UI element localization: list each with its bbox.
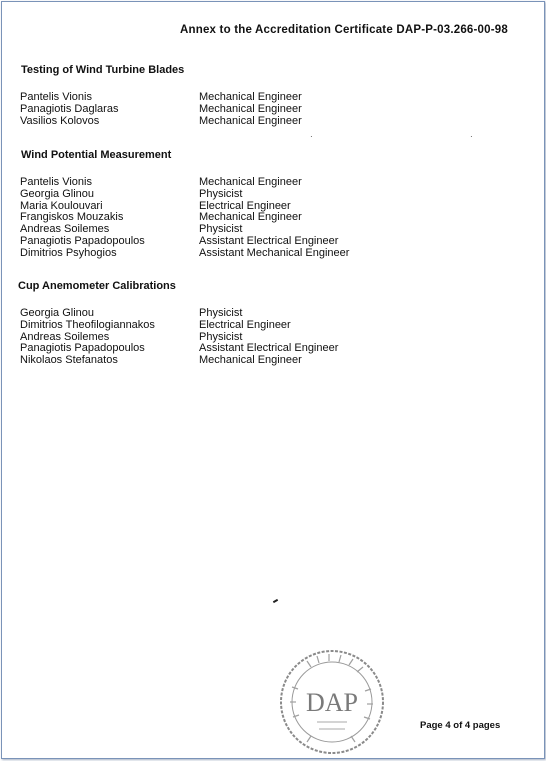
person-role: Assistant Electrical Engineer	[199, 234, 339, 247]
dap-seal-stamp	[277, 647, 387, 757]
person-row	[18, 116, 439, 128]
person-role: Assistant Mechanical Engineer	[199, 246, 350, 259]
person-role: Electrical Engineer	[199, 199, 291, 212]
person-role: Physicist	[199, 330, 243, 343]
seal-text: DAP	[305, 688, 359, 717]
person-role: Physicist	[199, 223, 243, 236]
person-row	[18, 236, 439, 248]
section-blade-testing	[18, 64, 439, 127]
person-row	[18, 104, 439, 116]
person-role: Mechanical Engineer	[199, 354, 302, 367]
person-name: Panagiotis Daglaras	[20, 102, 119, 115]
person-role: Mechanical Engineer	[199, 211, 302, 224]
person-name: Nikolaos Stefanatos	[20, 354, 118, 367]
person-name: Maria Koulouvari	[20, 199, 103, 212]
person-name: Andreas Soilemes	[20, 330, 110, 343]
person-role: Physicist	[199, 187, 243, 200]
person-name: Georgia Glinou	[20, 307, 94, 319]
person-name: Dimitrios Theofilogiannakos	[20, 318, 155, 331]
section-title: Testing of Wind Turbine Blades	[21, 64, 185, 76]
person-name: Panagiotis Papadopoulos	[20, 342, 145, 355]
person-name: Dimitrios Psyhogios	[20, 246, 117, 259]
person-role: Mechanical Engineer	[199, 102, 302, 115]
person-role: Physicist	[199, 307, 243, 319]
ink-mark	[273, 599, 278, 603]
person-name: Frangiskos Mouzakis	[20, 211, 124, 224]
scan-speck: ·	[470, 132, 473, 141]
person-name: Andreas Soilemes	[20, 223, 110, 236]
person-role: Mechanical Engineer	[199, 91, 302, 103]
person-name: Pantelis Vionis	[20, 91, 92, 103]
person-role: Mechanical Engineer	[199, 114, 302, 127]
section-wind-potential	[18, 149, 439, 260]
person-row	[18, 320, 439, 332]
scan-speck: ·	[310, 132, 313, 141]
page-header: Annex to the Accreditation Certificate DAP-P-03.266-00-98	[180, 24, 508, 36]
section-title: Cup Anemometer Calibrations	[18, 280, 176, 292]
person-name: Pantelis Vionis	[20, 176, 92, 188]
person-role: Assistant Electrical Engineer	[199, 342, 339, 355]
page-footer: Page 4 of 4 pages	[420, 720, 501, 731]
person-name: Vasilios Kolovos	[20, 114, 100, 127]
section-anemometer-calibrations	[18, 280, 439, 367]
person-role: Mechanical Engineer	[199, 176, 302, 188]
person-row	[18, 355, 439, 367]
person-name: Georgia Glinou	[20, 187, 94, 200]
person-role: Electrical Engineer	[199, 318, 291, 331]
person-row	[18, 248, 439, 260]
person-row	[18, 189, 439, 201]
person-name: Panagiotis Papadopoulos	[20, 234, 145, 247]
section-title: Wind Potential Measurement	[21, 149, 172, 161]
document-page	[1, 1, 545, 759]
